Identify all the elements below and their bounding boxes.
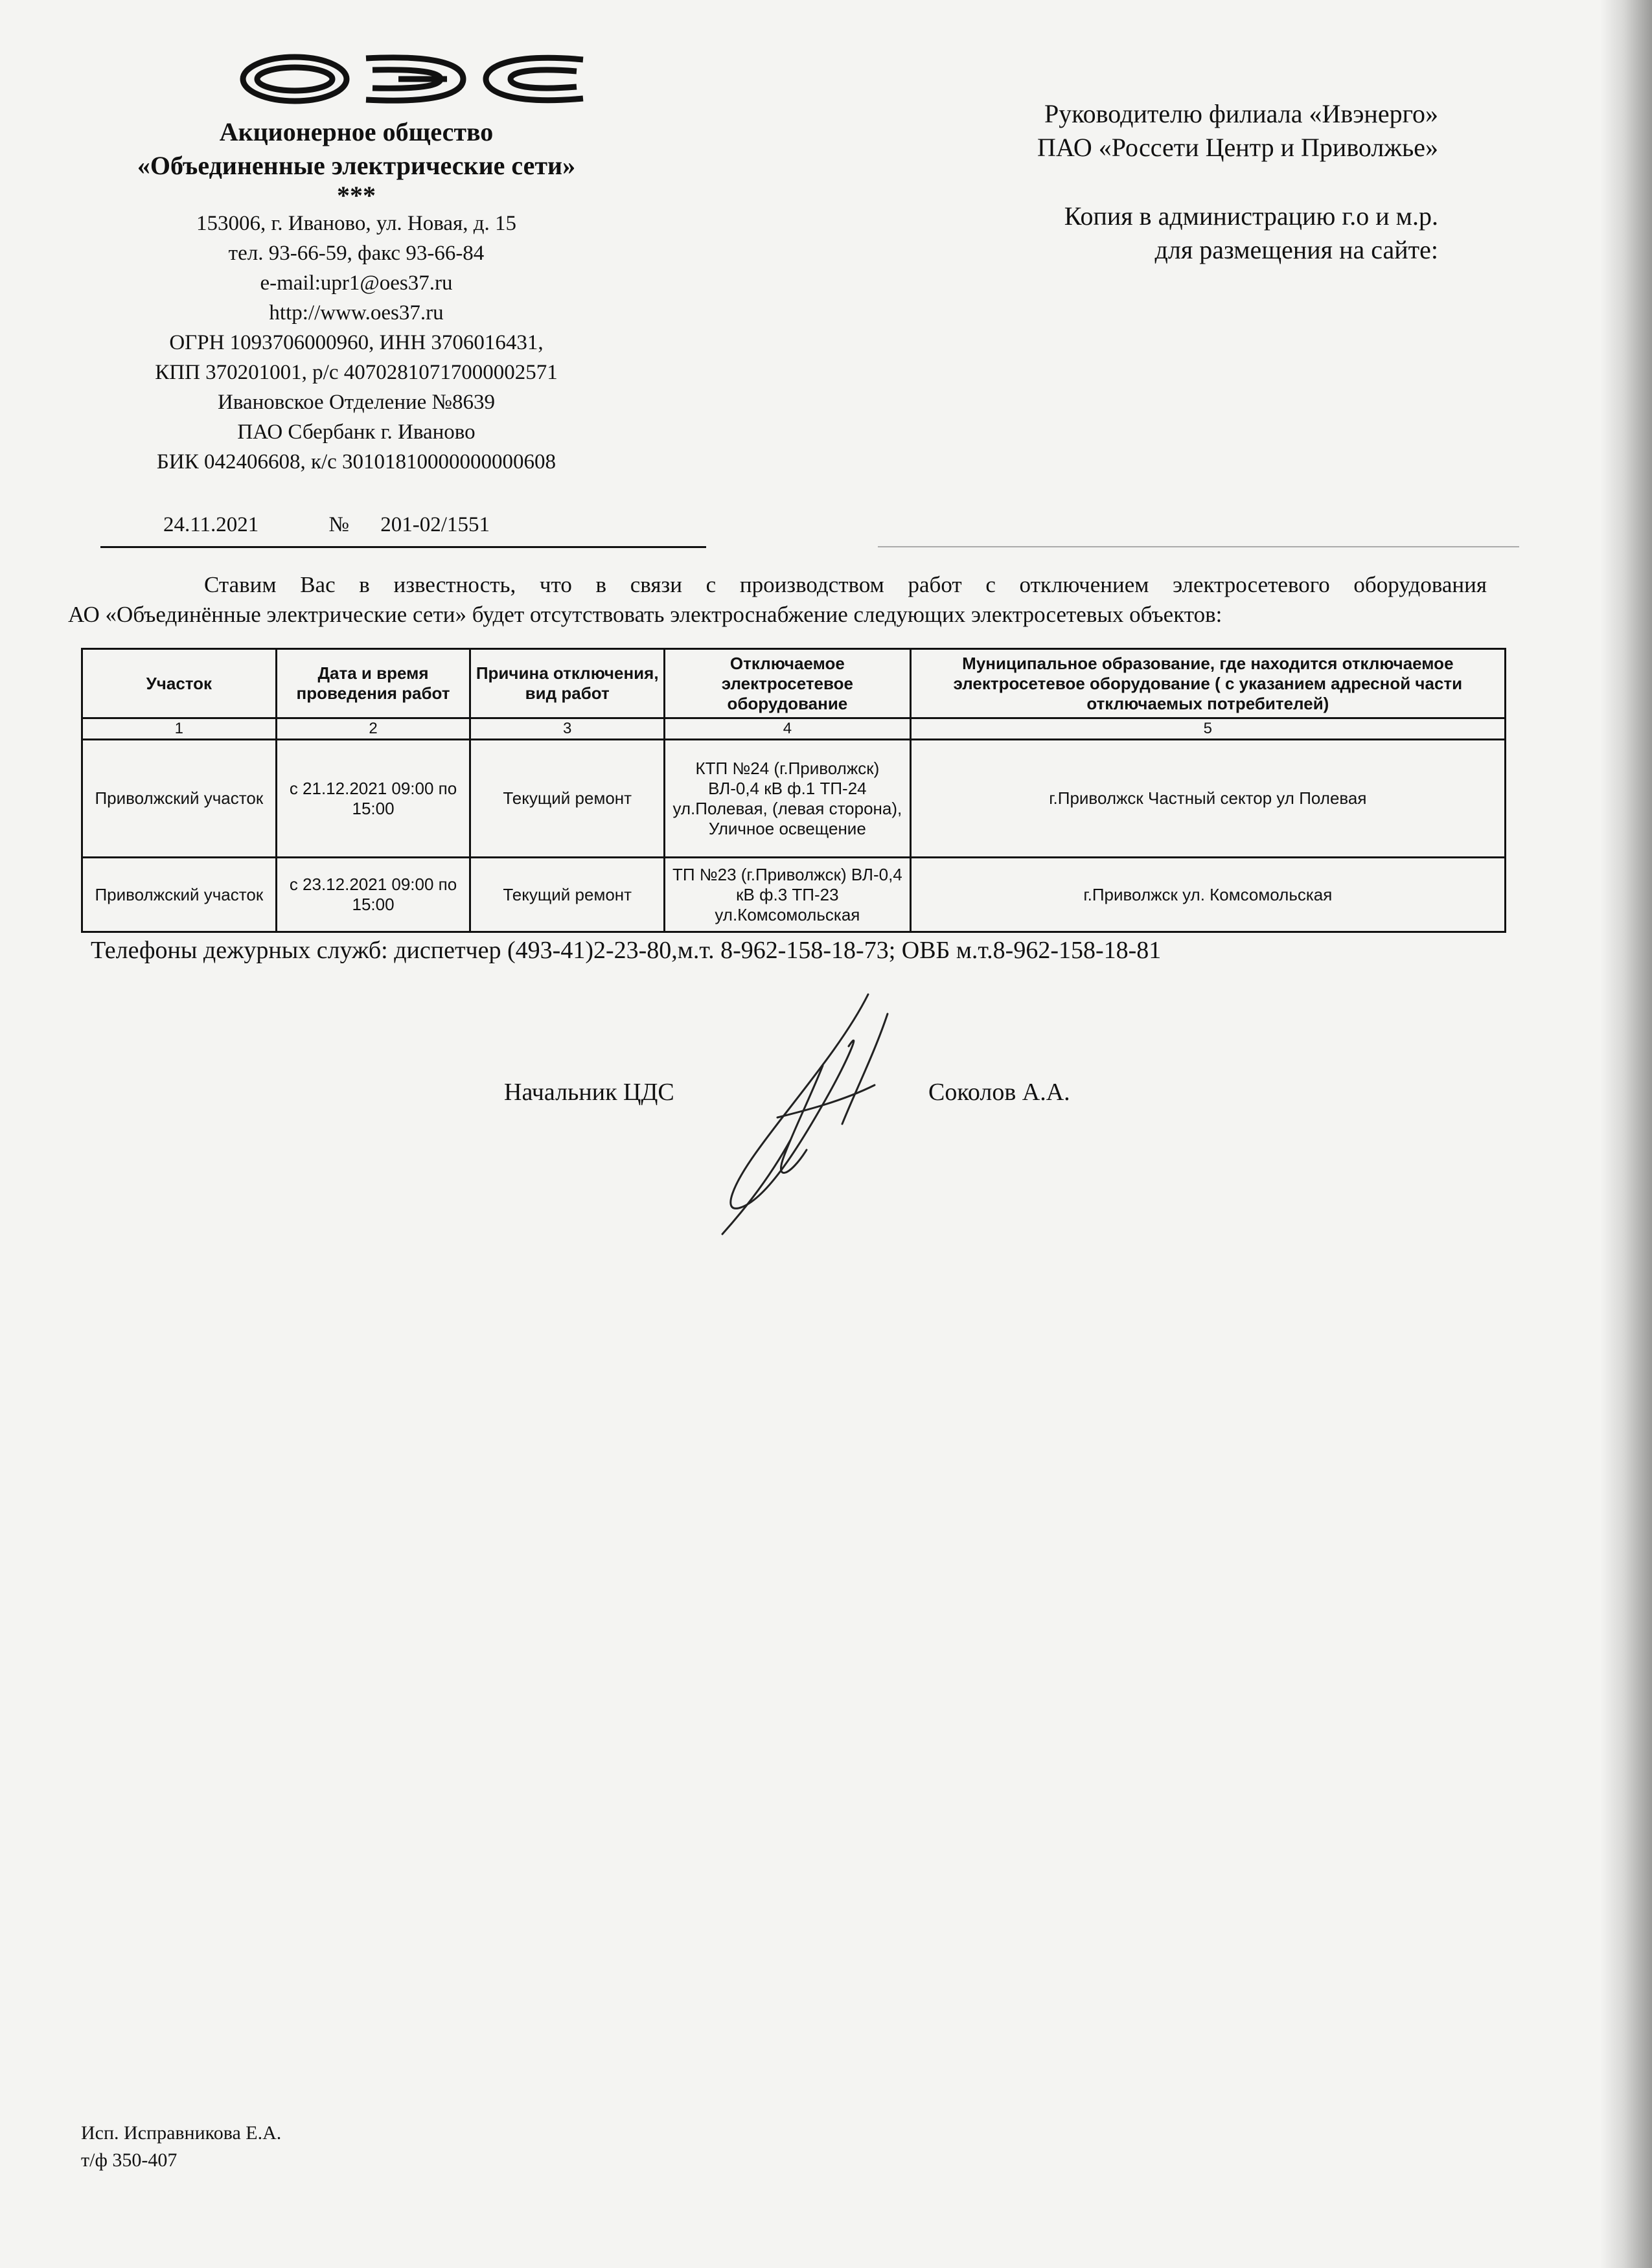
sender-bank-name: ПАО Сбербанк г. Иваново: [237, 420, 476, 444]
sender-address: 153006, г. Иваново, ул. Новая, д. 15: [196, 212, 517, 235]
handwritten-signature: [661, 988, 959, 1247]
sender-org-line1: Акционерное общество: [219, 117, 494, 146]
sender-stars: ***: [337, 181, 376, 210]
sender-bank-branch: Ивановское Отделение №8639: [217, 391, 496, 414]
recipient-line1: Руководителю филиала «Ивэнерго»: [1044, 99, 1438, 128]
executor-block: [81, 2120, 281, 2174]
recipient-line2: ПАО «Россети Центр и Приволжье»: [1037, 133, 1438, 162]
cell-datetime: с 23.12.2021 09:00 по 15:00: [276, 858, 470, 932]
column-number: 3: [470, 718, 665, 740]
cell-reason: Текущий ремонт: [470, 740, 665, 858]
intro-line2: АО «Объединённые электрические сети» будет отсутствовать электроснабжение следующих электросетевых объектов:: [68, 602, 1222, 627]
table-row: [82, 740, 1506, 858]
column-number: 2: [276, 718, 470, 740]
column-number: 1: [82, 718, 277, 740]
document-date-number: [163, 513, 490, 537]
sender-phone-fax: тел. 93-66-59, факс 93-66-84: [228, 242, 485, 265]
executor-name: Исп. Исправникова Е.А.: [81, 2122, 282, 2144]
header-divider: [100, 546, 706, 548]
document-date: 24.11.2021: [163, 513, 259, 536]
cell-section: Приволжский участок: [82, 858, 277, 932]
scan-page-edge: [1600, 0, 1652, 2268]
header-divider-faint: [878, 546, 1519, 547]
cell-equipment: ТП №23 (г.Приволжск) ВЛ-0,4 кВ ф.3 ТП-23 ул.Комсомольская: [665, 858, 911, 932]
cell-datetime: с 21.12.2021 09:00 по 15:00: [276, 740, 470, 858]
intro-text: [68, 570, 1487, 630]
header-equipment: Отключаемое электросетевое оборудование: [665, 649, 911, 718]
sender-email: e-mail:upr1@oes37.ru: [260, 271, 453, 295]
recipient-copy-line1: Копия в администрацию г.о и м.р.: [1064, 201, 1438, 231]
header-location: Муниципальное образование, где находится отключаемое электросетевое оборудование ( с указанием адресной части отключаемых потребителей): [910, 649, 1505, 718]
document-number: 201-02/1551: [380, 513, 490, 536]
signatory-name: Соколов А.А.: [928, 1079, 1070, 1106]
sender-ogrn-inn: ОГРН 1093706000960, ИНН 3706016431,: [169, 331, 544, 354]
recipient-block: [855, 97, 1438, 267]
table-header-row: [82, 649, 1506, 718]
intro-line1: Ставим Вас в известность, что в связи с производством работ с отключением электросетевого оборудования: [204, 572, 1487, 597]
sender-block: [97, 115, 615, 477]
header-section: Участок: [82, 649, 277, 718]
executor-phone: т/ф 350-407: [81, 2149, 178, 2171]
duty-phones: Телефоны дежурных служб: диспетчер (493-41)2-23-80,м.т. 8-962-158-18-73; ОВБ м.т.8-962-158-18-81: [91, 937, 1162, 964]
sender-bik: БИК 042406608, к/с 30101810000000000608: [156, 450, 556, 474]
header-datetime: Дата и время проведения работ: [276, 649, 470, 718]
outage-table: [81, 648, 1506, 933]
cell-equipment: КТП №24 (г.Приволжск) ВЛ-0,4 кВ ф.1 ТП-24 ул.Полевая, (левая сторона), Уличное освещение: [665, 740, 911, 858]
header-reason: Причина отключения, вид работ: [470, 649, 665, 718]
company-logo: [233, 40, 596, 118]
document-number-sign: №: [328, 513, 350, 536]
sender-kpp-account: КПП 370201001, р/с 40702810717000002571: [155, 361, 558, 384]
cell-location: г.Приволжск ул. Комсомольская: [910, 858, 1505, 932]
table-row: [82, 858, 1506, 932]
signatory-title: Начальник ЦДС: [504, 1079, 674, 1106]
cell-location: г.Приволжск Частный сектор ул Полевая: [910, 740, 1505, 858]
sender-org-line2: «Объединенные электрические сети»: [137, 151, 576, 180]
column-number: 4: [665, 718, 911, 740]
recipient-copy-line2: для размещения на сайте:: [1154, 235, 1438, 264]
table-column-numbers: [82, 718, 1506, 740]
sender-website: http://www.oes37.ru: [269, 301, 444, 325]
column-number: 5: [910, 718, 1505, 740]
cell-section: Приволжский участок: [82, 740, 277, 858]
cell-reason: Текущий ремонт: [470, 858, 665, 932]
